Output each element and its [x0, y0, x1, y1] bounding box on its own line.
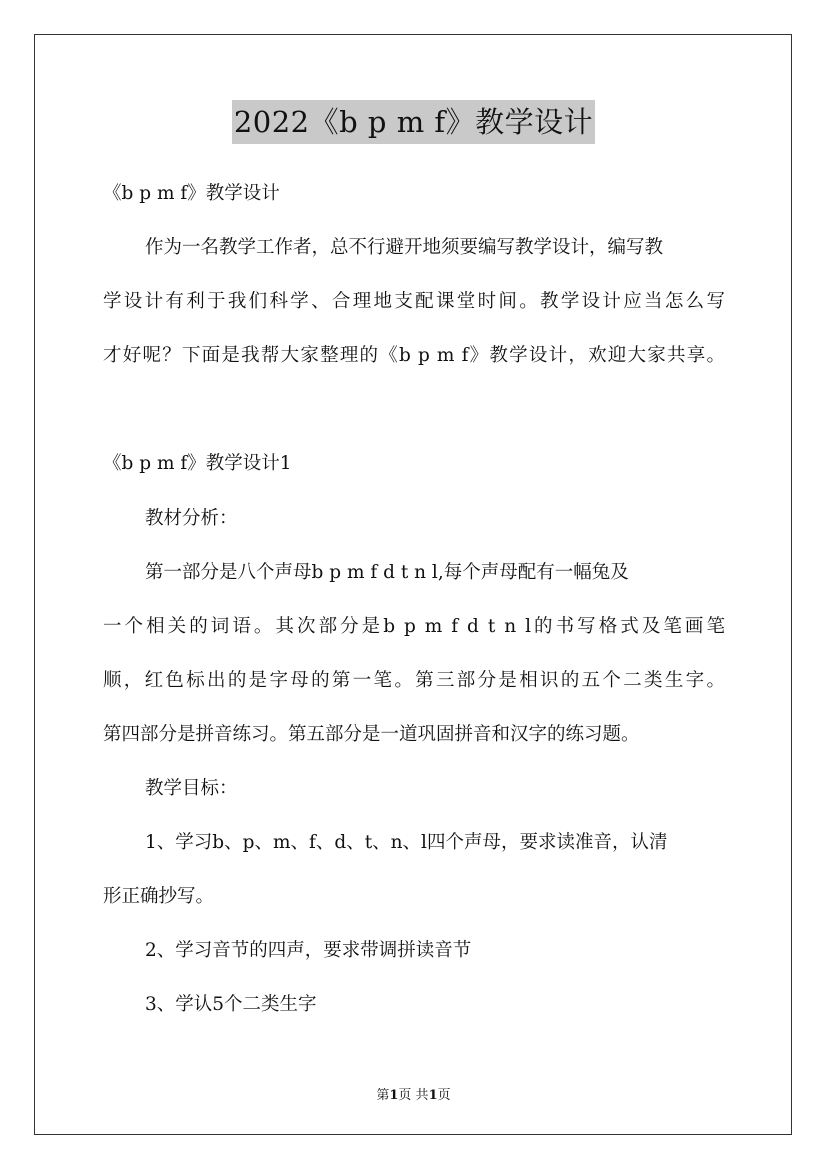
material-heading: 教材分析：: [145, 508, 238, 529]
footer-page-suffix: 页: [437, 1088, 451, 1103]
goal-line-1: 1、学习b、p、m、f、d、t、n、l四个声母，要求读准音，认清: [145, 832, 668, 853]
material-line-1: 第一部分是八个声母b p m f d t n l,每个声母配有一幅兔及: [145, 562, 629, 583]
footer-page-prefix: 第: [376, 1088, 390, 1103]
footer-page-current: 1: [389, 1088, 399, 1103]
intro-line-1: 作为一名教学工作者，总不行避开地须要编写教学设计，编写教: [145, 237, 664, 258]
page-footer: [0, 1084, 827, 1103]
document-title: 2022《b p m f》教学设计: [232, 100, 595, 144]
goals-heading: 教学目标：: [145, 778, 238, 799]
material-line-2: 一个相关的词语。其次部分是b p m f d t n l的书写格式及笔画笔: [103, 616, 725, 637]
title-block: [0, 100, 827, 144]
section-heading: 《b p m f》教学设计1: [103, 453, 292, 474]
goal-line-1-continued: 形正确抄写。: [103, 886, 215, 907]
intro-line-3: 才好呢？下面是我帮大家整理的《b p m f》教学设计，欢迎大家共享。: [103, 345, 725, 366]
goal-line-2: 2、学习音节的四声，要求带调拼读音节: [145, 940, 472, 961]
material-line-3: 顺，红色标出的是字母的第一笔。第三部分是相识的五个二类生字。: [103, 670, 725, 691]
document-subtitle: 《b p m f》教学设计: [103, 183, 280, 204]
footer-page-total: 1: [428, 1088, 438, 1103]
material-line-4: 第四部分是拼音练习。第五部分是一道巩固拼音和汉字的练习题。: [103, 724, 640, 745]
goal-line-3: 3、学认5个二类生字: [145, 994, 317, 1015]
footer-page-mid: 页 共: [398, 1088, 429, 1103]
intro-line-2: 学设计有利于我们科学、合理地支配课堂时间。教学设计应当怎么写: [103, 291, 725, 312]
